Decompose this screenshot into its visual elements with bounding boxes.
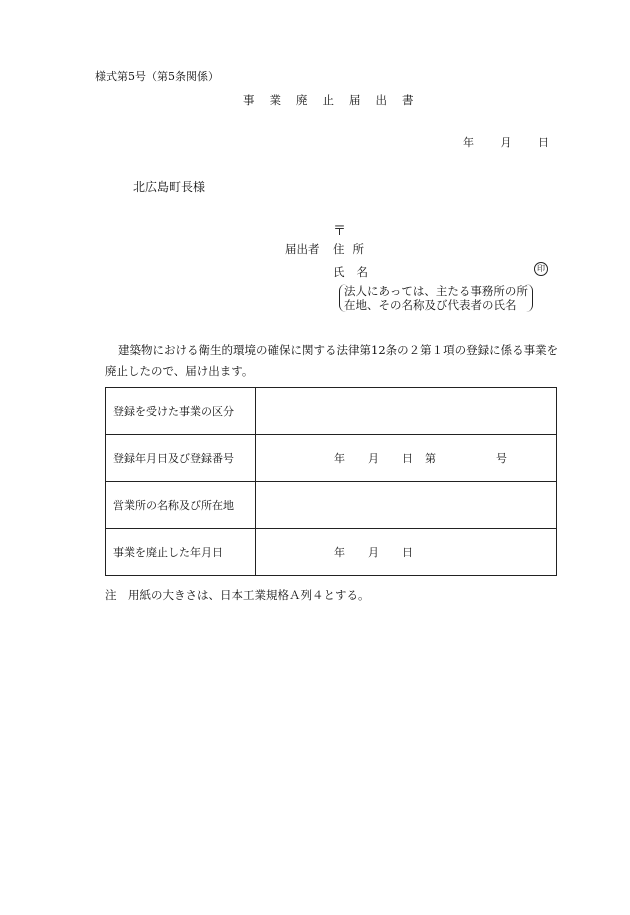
registration-field[interactable] bbox=[256, 435, 557, 482]
office-field[interactable] bbox=[256, 482, 557, 529]
seal-mark: 印 bbox=[534, 262, 548, 276]
submission-date bbox=[463, 134, 549, 150]
row-label-business-category: 登録を受けた事業の区分 bbox=[106, 388, 256, 435]
postal-mark: 〒 bbox=[333, 224, 347, 239]
reg-month-label: 月 bbox=[368, 452, 379, 465]
footnote: 注 用紙の大きさは、日本工業規格Ａ列４とする。 bbox=[105, 588, 370, 602]
form-number: 様式第5号（第5条関係） bbox=[95, 70, 219, 83]
date-day-label: 日 bbox=[538, 136, 549, 149]
document-title: 事業廃止届出書 bbox=[243, 93, 429, 107]
table-row bbox=[106, 388, 557, 435]
business-category-field[interactable] bbox=[256, 388, 557, 435]
closure-year-label: 年 bbox=[334, 546, 345, 559]
corporation-note-line-1: 法人にあっては、主たる事務所の所 bbox=[344, 284, 528, 298]
date-year-label: 年 bbox=[463, 136, 474, 149]
reg-no-prefix: 第 bbox=[425, 452, 436, 465]
row-label-registration: 登録年月日及び登録番号 bbox=[106, 435, 256, 482]
name-label: 氏名 bbox=[333, 265, 380, 279]
corporation-note-line-2: 在地、その名称及び代表者の氏名 bbox=[344, 298, 517, 312]
reg-day-label: 日 bbox=[402, 452, 413, 465]
table-row bbox=[106, 529, 557, 576]
reg-no-suffix: 号 bbox=[496, 452, 507, 465]
corporation-note bbox=[339, 284, 533, 312]
declaration-text: 建築物における衛生的環境の確保に関する法律第12条の２第１項の登録に係る事業を廃止したので、届け出ます。 bbox=[105, 343, 559, 378]
applicant-label: 届出者 bbox=[285, 242, 320, 256]
closure-month-label: 月 bbox=[368, 546, 379, 559]
table-row bbox=[106, 482, 557, 529]
closure-day-label: 日 bbox=[402, 546, 413, 559]
table-row bbox=[106, 435, 557, 482]
details-table bbox=[105, 387, 557, 576]
closure-date-field[interactable] bbox=[256, 529, 557, 576]
reg-year-label: 年 bbox=[334, 452, 345, 465]
address-label: 住所 bbox=[333, 242, 372, 256]
row-label-closure-date: 事業を廃止した年月日 bbox=[106, 529, 256, 576]
addressee: 北広島町長様 bbox=[133, 180, 206, 194]
date-month-label: 月 bbox=[500, 136, 512, 149]
row-label-office: 営業所の名称及び所在地 bbox=[106, 482, 256, 529]
